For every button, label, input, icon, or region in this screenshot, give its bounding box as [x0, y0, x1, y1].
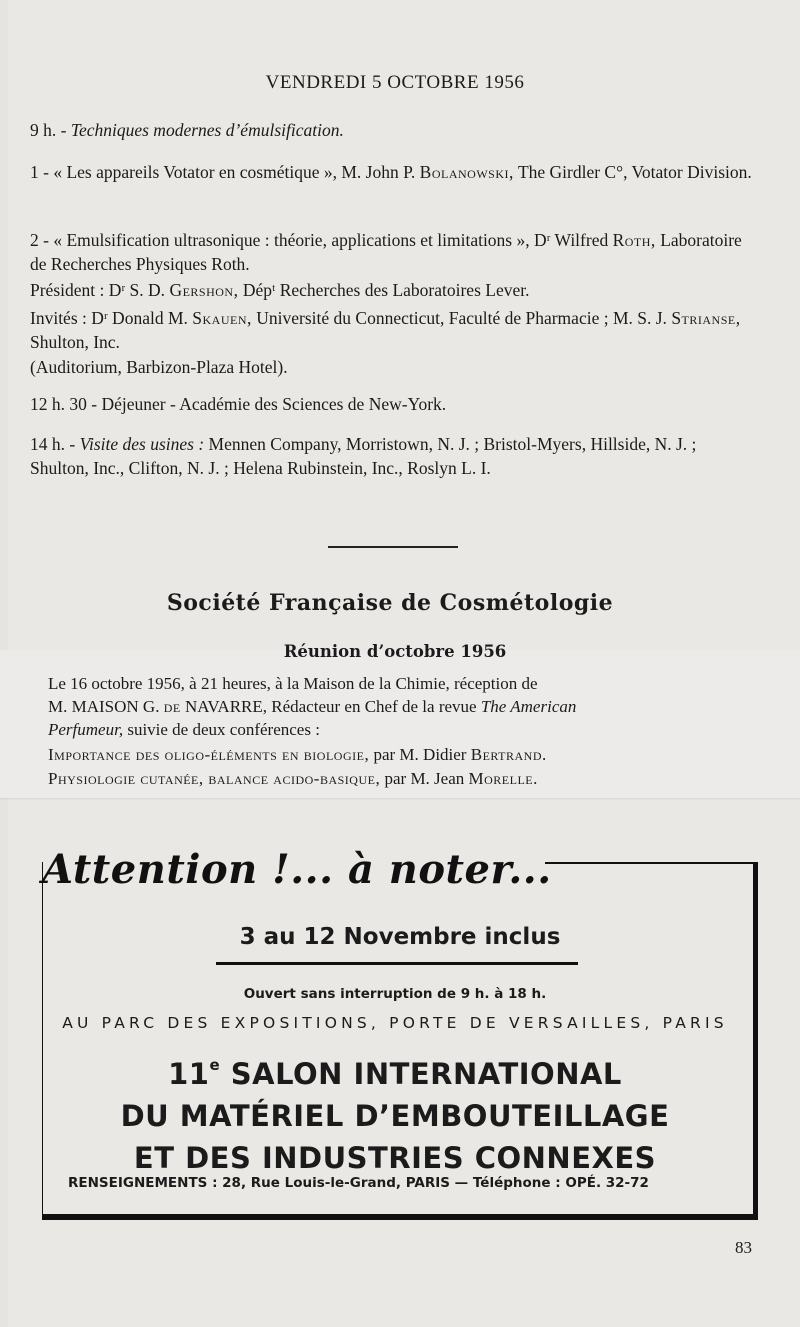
visit-title: Visite des usines : — [79, 434, 205, 454]
lunch-line: 12 h. 30 - Déjeuner - Académie des Sciences de New-York. — [30, 394, 447, 414]
ad-dates: 3 au 12 Novembre inclus — [239, 924, 561, 950]
meeting-line-2 — [48, 695, 773, 718]
journal-name: The American — [480, 697, 577, 716]
journal-name-cont: Perfumeur, — [48, 720, 124, 739]
conference-1 — [48, 743, 773, 766]
talk-1-affiliation: The Girdler C°, Votator Division. — [517, 162, 752, 182]
talk-2-affiliation: Laboratoire de Recherches Physiques Roth. — [30, 230, 742, 274]
ad-contact: RENSEIGNEMENTS : 28, Rue Louis-le-Grand, PARIS — Téléphone : OPÉ. 32-72 — [68, 1175, 649, 1191]
salon-line-2: DU MATÉRIEL D’EMBOUTEILLAGE — [120, 1099, 670, 1133]
salon-line-1 — [0, 1044, 790, 1095]
salon-number: 11 — [168, 1057, 210, 1091]
talk-2 — [30, 228, 755, 276]
salon-line-3: ET DES INDUSTRIES CONNEXES — [133, 1141, 657, 1175]
visit-time: 14 h. - — [30, 434, 76, 454]
ad-salon-title — [0, 1044, 790, 1179]
advertisement-top-rule — [545, 862, 755, 864]
invites-name-2: Strianse, — [671, 308, 741, 328]
visit-companies: Mennen Company, Morristown, N. J. ; Bristol-Myers, Hillside, N. J. ; Shulton, Inc., Clifton, N. J. ; Helena Rubinstein, Inc., Roslyn L. I. — [30, 434, 697, 478]
ad-hours: Ouvert sans interruption de 9 h. à 18 h. — [243, 986, 547, 1002]
guest-name-a: M. MAISON G. — [48, 697, 160, 716]
guest-name-b: NAVARRE, Rédacteur en Chef de la revue — [184, 697, 477, 716]
guest-name-de: de — [163, 697, 181, 716]
invites-line — [30, 306, 755, 354]
invites-prefix: Invités : Dʳ Donald M. — [30, 308, 188, 328]
talk-2-text: 2 - « Emulsification ultrasonique : théorie, applications et limitations », Dʳ Wilfred — [30, 230, 609, 250]
page-number: 83 — [735, 1238, 752, 1257]
salon-line-1-text: SALON INTERNATIONAL — [230, 1057, 622, 1091]
conference-2 — [48, 767, 773, 790]
session-title: Techniques modernes d’émulsification. — [70, 120, 344, 140]
meeting-line-1: Le 16 octobre 1956, à 21 heures, à la Maison de la Chimie, réception de — [48, 674, 538, 693]
conference-2-title: Physiologie cutanée, balance acido-basique, — [48, 769, 381, 788]
invites-name-1: Skauen, — [192, 308, 252, 328]
president-line — [30, 278, 755, 302]
salon-ordinal: e — [209, 1056, 221, 1074]
president-name: Gershon, — [169, 280, 239, 300]
president-affiliation: Dépᵗ Recherches des Laboratoires Lever. — [242, 280, 530, 300]
meeting-line-3-rest: suivie de deux conférences : — [127, 720, 320, 739]
talk-1-speaker: Bolanowski, — [419, 162, 514, 182]
conference-1-title: Importance des oligo-éléments en biologie, — [48, 745, 370, 764]
president-prefix: Président : Dʳ S. D. — [30, 280, 166, 300]
session-line — [30, 118, 755, 142]
society-subtitle: Réunion d’octobre 1956 — [283, 642, 507, 661]
page-date-heading: VENDREDI 5 OCTOBRE 1956 — [265, 72, 525, 93]
venue-line: (Auditorium, Barbizon-Plaza Hotel). — [30, 357, 288, 377]
ad-headline: Attention !... à noter... — [42, 846, 552, 893]
talk-1 — [30, 160, 755, 184]
meeting-line-3 — [48, 718, 773, 741]
invites-mid: Université du Connecticut, Faculté de Pharmacie ; M. S. J. — [256, 308, 667, 328]
society-title: Société Française de Cosmétologie — [166, 590, 614, 616]
invites-rest: Shulton, Inc. — [30, 332, 120, 352]
conference-1-by: par M. Didier — [373, 745, 467, 764]
conference-2-speaker: Morelle. — [468, 769, 538, 788]
ad-location: AU PARC DES EXPOSITIONS, PORTE DE VERSAILLES, PARIS — [62, 1014, 728, 1032]
conference-1-speaker: Bertrand. — [470, 745, 547, 764]
section-divider — [328, 546, 458, 548]
session-time: 9 h. - — [30, 120, 67, 140]
talk-1-text: 1 - « Les appareils Votator en cosmétique », M. John P. — [30, 162, 416, 182]
talk-2-speaker: Roth, — [612, 230, 656, 250]
visit-line — [30, 432, 755, 480]
conference-2-by: par M. Jean — [384, 769, 465, 788]
ad-dates-underline — [216, 962, 578, 965]
